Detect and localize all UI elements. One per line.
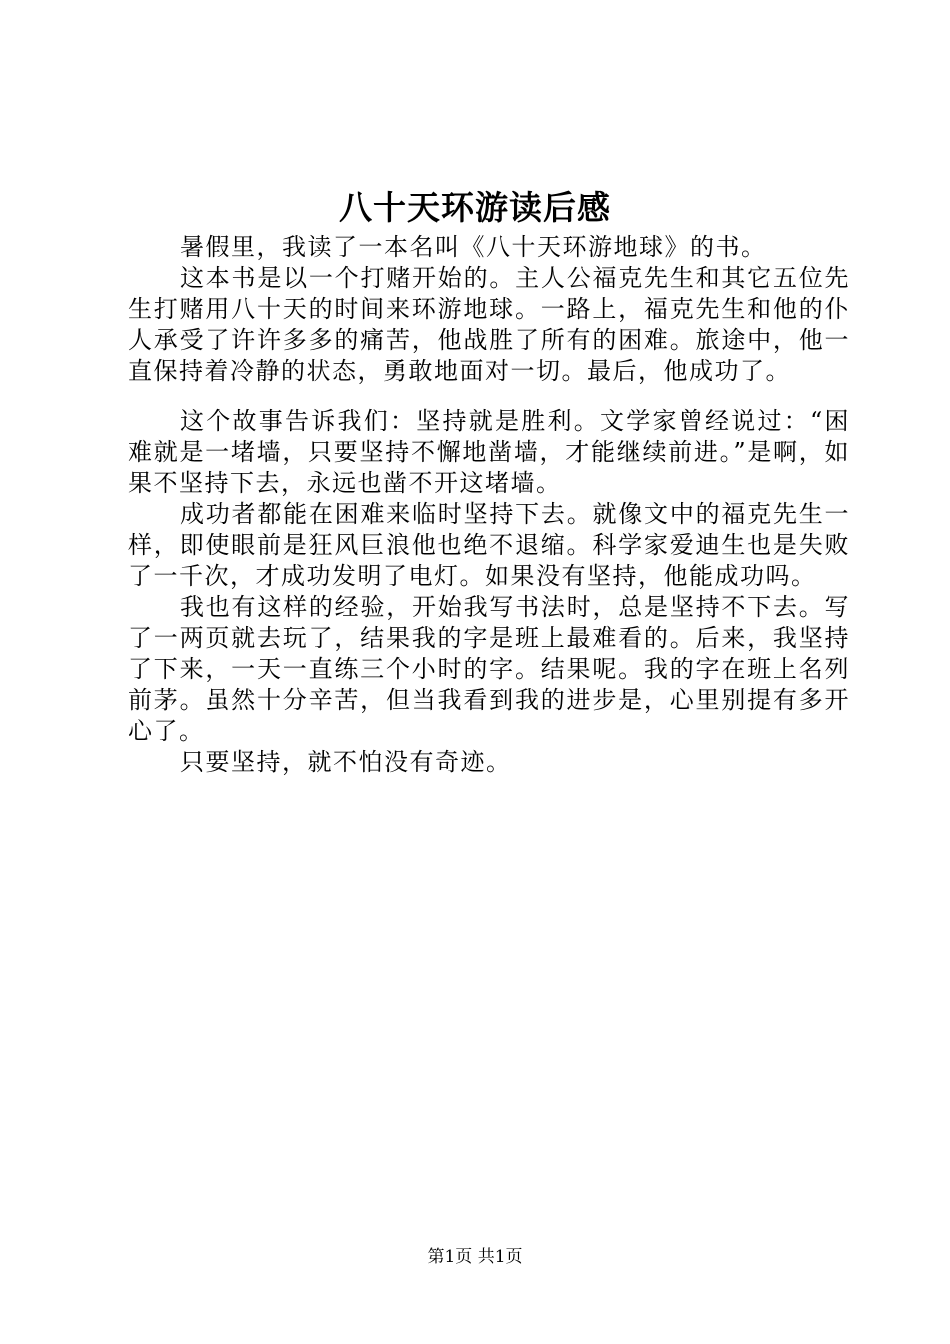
paragraph-1: 暑假里，我读了一本名叫《八十天环游地球》的书。 <box>180 233 767 261</box>
paragraph-5: 我也有这样的经验，开始我写书法时，总是坚持不下去。写了一两页就去玩了，结果我的字是班上最难看的。后来，我坚持了下来，一天一直练三个小时的字。结果呢。我的字在班上名列前茅。虽然十分辛苦，但当我看到我的进步是，心里别提有多开心了。 <box>128 593 850 745</box>
document-body <box>128 232 850 778</box>
paragraph-4: 成功者都能在困难来临时坚持下去。就像文中的福克先生一样，即使眼前是狂风巨浪他也绝不退缩。科学家爱迪生也是失败了一千次，才成功发明了电灯。如果没有坚持，他能成功吗。 <box>128 500 850 590</box>
paragraph-6: 只要坚持，就不怕没有奇迹。 <box>180 748 512 776</box>
paragraph-2: 这本书是以一个打赌开始的。主人公福克先生和其它五位先生打赌用八十天的时间来环游地球。一路上，福克先生和他的仆人承受了许许多多的痛苦，他战胜了所有的困难。旅途中，他一直保持着冷静的状态，勇敢地面对一切。最后，他成功了。 <box>128 264 850 385</box>
paragraph-3: 这个故事告诉我们：坚持就是胜利。文学家曾经说过：“困难就是一堵墙，只要坚持不懈地凿墙，才能继续前进。”是啊，如果不坚持下去，永远也凿不开这堵墙。 <box>128 407 850 497</box>
page-number-footer: 第1页 共1页 <box>427 1247 523 1267</box>
document-title: 八十天环游读后感 <box>339 188 611 227</box>
